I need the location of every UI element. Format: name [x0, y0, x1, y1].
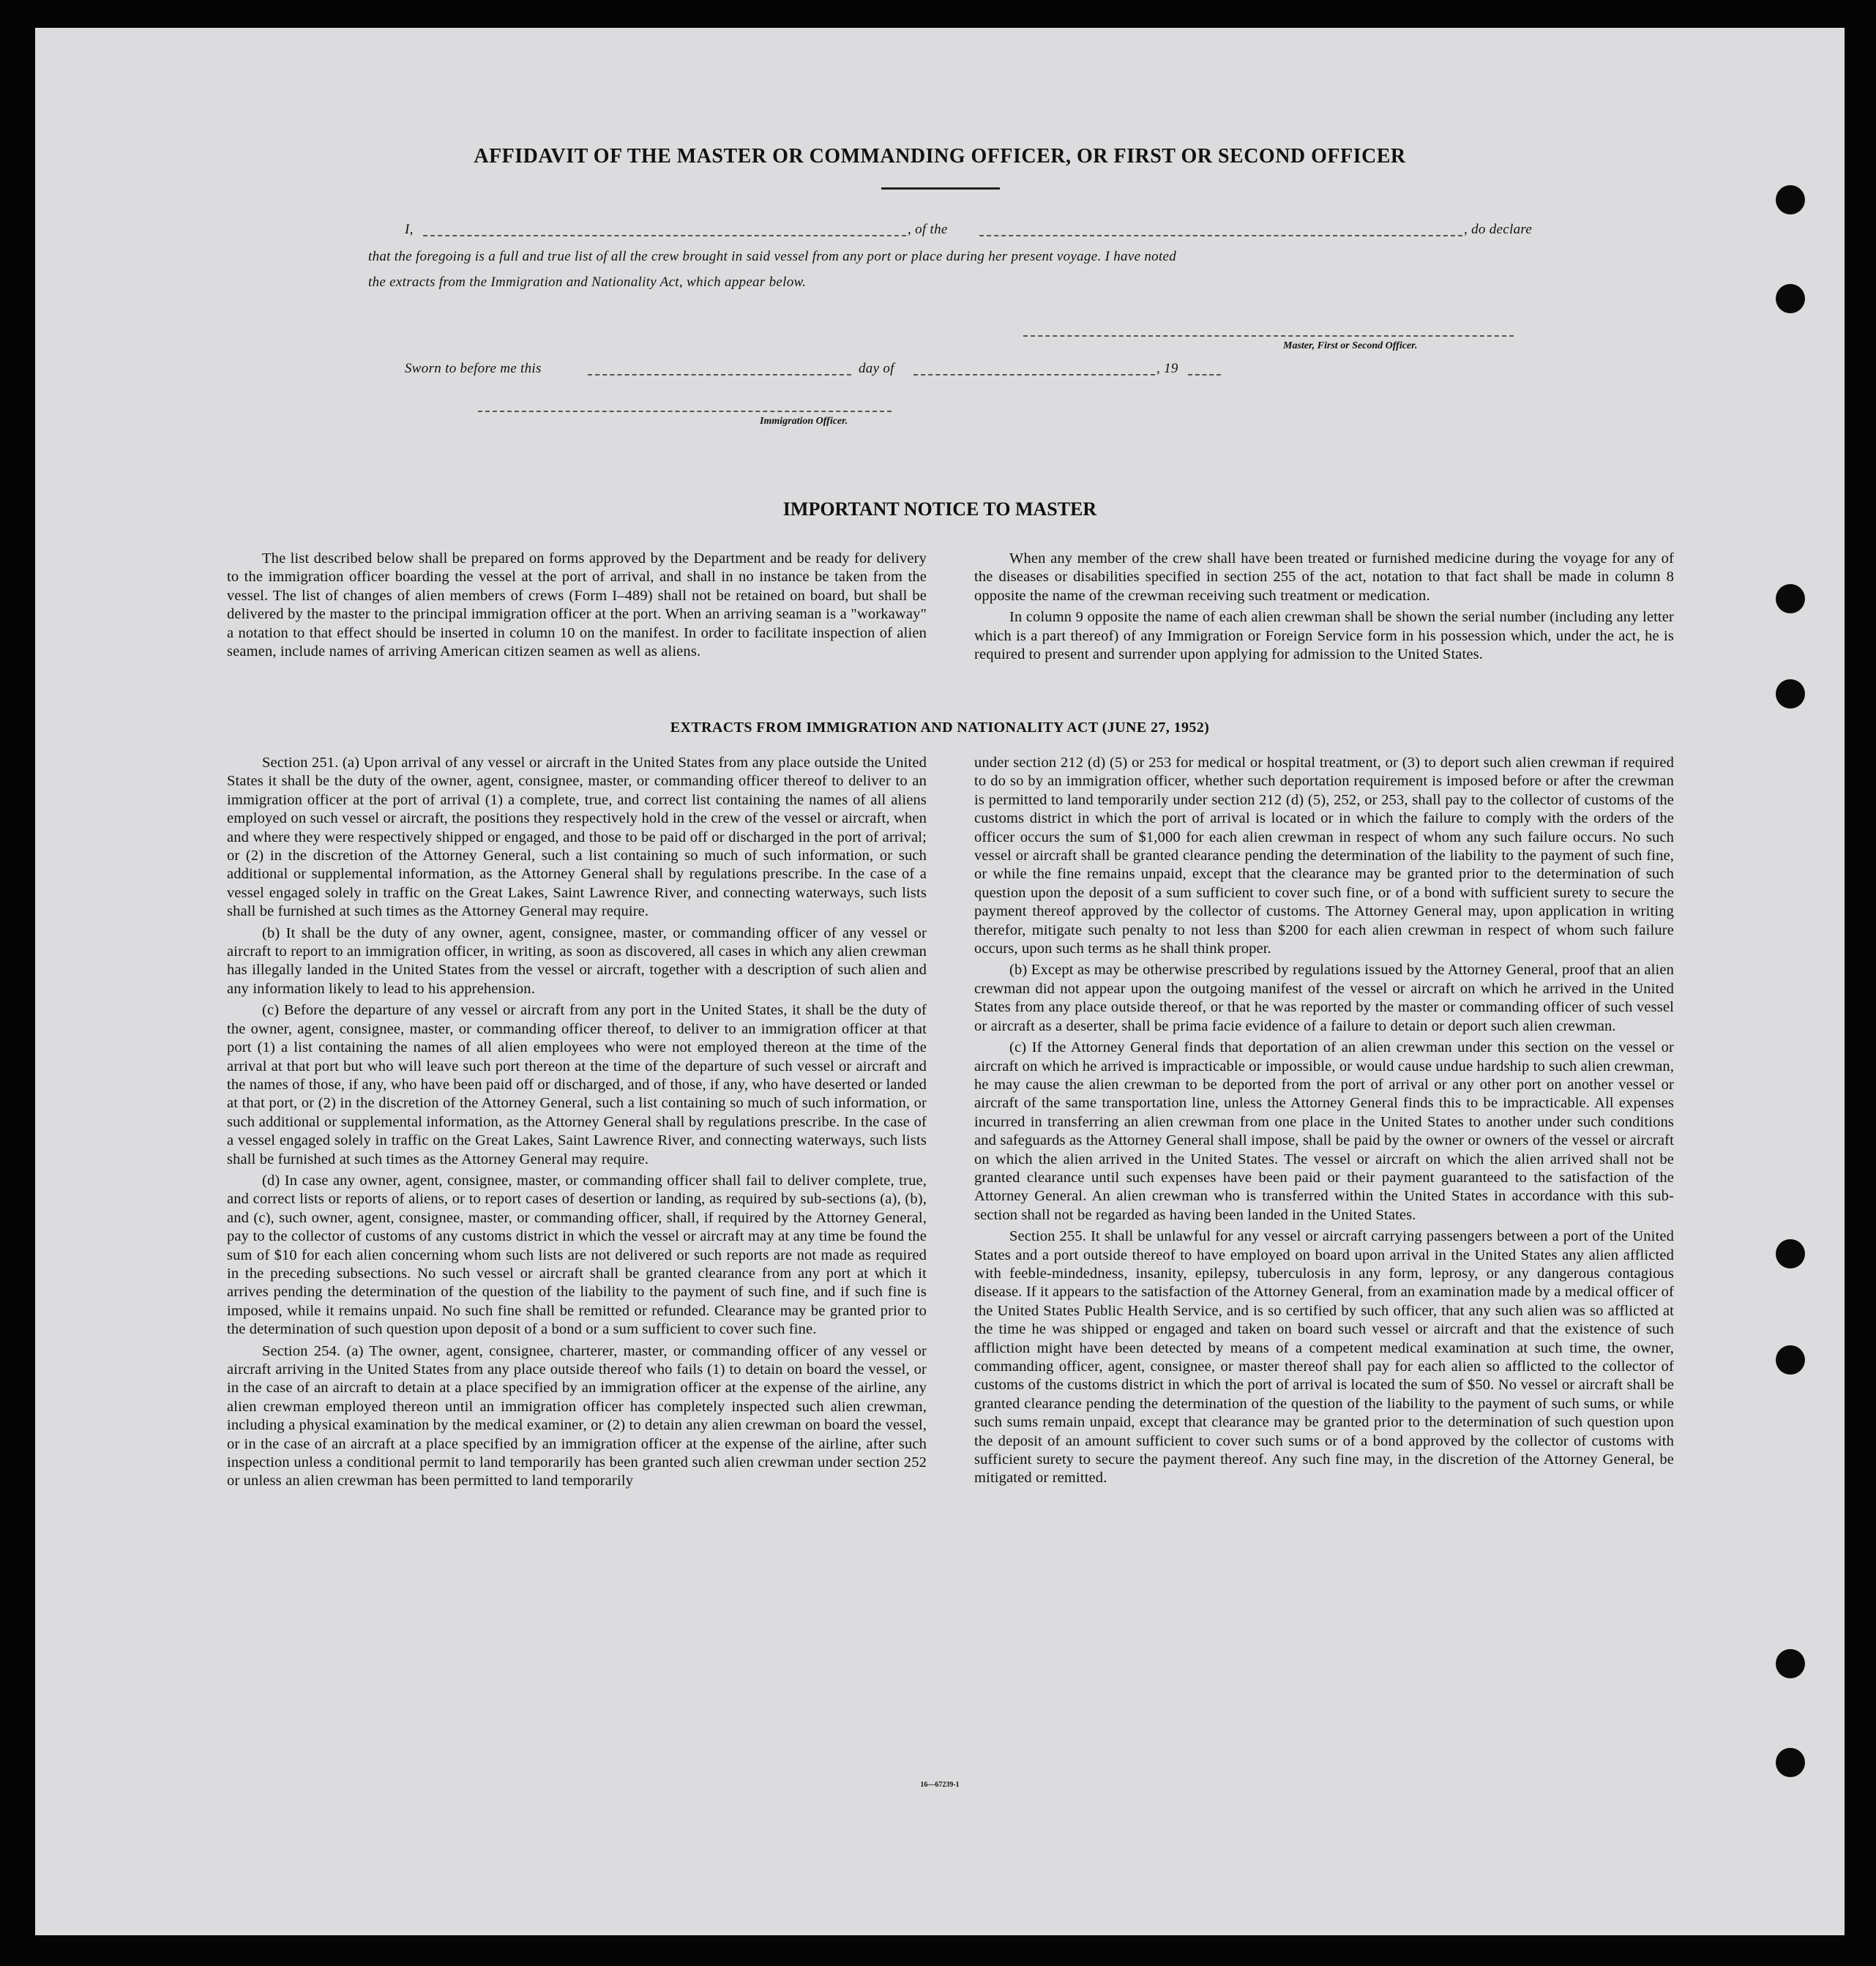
- vessel-blank-line: [979, 235, 1462, 236]
- notice-paragraph: In column 9 opposite the name of each alien crewman shall be shown the serial number (including any letter which is a part thereof) of any Immigration or Foreign Service form in his possession which, under the act, he is required to present and surrender upon applying for admission to the United States.: [974, 609, 1674, 663]
- section-paragraph: (c) If the Attorney General finds that deportation of an alien crewman under this section on the vessel or aircraft on which he arrived is impracticable or impossible, or would cause undue hardship to such alien crewman, he may cause the alien crewman to be deported from the port of arrival or any other port on another vessel or aircraft of the same transportation line, unless the Attorney General finds this to be impracticable. All expenses incurred in transferring an alien crewman from one place in the United States to another under such conditions and safeguards as the Attorney General shall impose, shall be paid by the owner or owners of the vessel or aircraft on which the alien arrived in the United States. The vessel or aircraft on which the alien arrived shall not be granted clearance until such expenses have been paid or their payment guaranteed to the satisfaction of the Attorney General. An alien crewman who is transferred within the United States in accordance with this sub-section shall not be regarded as having been landed in the United States.: [974, 1039, 1674, 1223]
- section-paragraph: Section 254. (a) The owner, agent, consignee, charterer, master, or commanding officer of any vessel or aircraft arriving in the United States from any place outside thereof who fails (1) to detain on board the vessel, or in the case of an aircraft to detain at a place specified by an immigration officer at the expense of the airline, any alien crewman employed thereon until an immigration officer has completely inspected such alien crewman, including a physical examination by the medical examiner, or (2) to detain any alien crewman on board the vessel, or in the case of an aircraft at a place specified by an immigration officer at the expense of the airline, after such inspection unless a conditional permit to land temporarily has been granted such alien crewman under section 252 or unless an alien crewman has been permitted to land temporarily: [227, 1342, 927, 1490]
- title-rule: [881, 187, 1000, 190]
- affidavit-i: I,: [405, 222, 414, 237]
- extracts-right-column: [974, 754, 1674, 1491]
- section-paragraph: (c) Before the departure of any vessel or aircraft from any port in the United States, it shall be the duty of the owner, agent, consignee, master, or commanding officer thereof, to deliver to an immigration officer at that port (1) a list containing the names of all alien employees who were not employed thereon at the time of the arrival at that port but who will leave such port thereon at the time of the departure of such vessel or aircraft and the names of those, if any, who have been paid off or discharged, and of those, if any, who have deserted or landed at that port, or (2) in the discretion of the Attorney General, such a list containing so much of such information, or such additional or supplemental information, as the Attorney General shall by regulations prescribe. In the case of a vessel engaged solely in traffic on the Great Lakes, Saint Lawrence River, and connecting waterways, such lists shall be furnished at such times as the Attorney General may require.: [227, 1002, 927, 1167]
- punch-hole: [1776, 1239, 1805, 1268]
- extracts-title: EXTRACTS FROM IMMIGRATION AND NATIONALITY ACT (JUNE 27, 1952): [670, 720, 1210, 736]
- sworn-label: Sworn to before me this: [405, 361, 542, 376]
- extracts-left-column: [227, 754, 927, 1494]
- master-caption: Master, First or Second Officer.: [1283, 340, 1418, 351]
- section-continuation: under section 212 (d) (5) or 253 for medical or hospital treatment, or (3) to deport such alien crewman if required to do so by an immigration officer, whether such deportation requirement is imposed before or after the crewman is permitted to land temporarily under section 212 (d) (5), 252, or 253, shall pay to the collector of customs of the customs district in which the port of arrival is located or in which the failure to comply with the orders of the officer occurs the sum of $1,000 for each alien crewman in respect of whom any such failure occurs. No such vessel or aircraft shall be granted clearance pending the determination of the liability to the payment of such fine, or while the fine remains unpaid, except that the clearance may be granted prior to the determination of such question upon the deposit of a sum sufficient to cover such fine, or of a bond with sufficient surety to secure the payment thereof approved by the collector of customs. The Attorney General may, upon application in writing therefor, mitigate such penalty to not less than $200 for each alien crewman in respect of whom such failure occurs, upon such terms as he shall think proper.: [974, 755, 1674, 957]
- section-paragraph: (d) In case any owner, agent, consignee, master, or commanding officer shall fail to deliver complete, true, and correct lists or reports of aliens, or to report cases of desertion or landing, as required by sub-sections (a), (b), and (c), such owner, agent, consignee, master, or commanding officer, shall, if required by the Attorney General, pay to the collector of customs of any customs district in which the vessel or aircraft may at any time be found the sum of $10 for each alien concerning whom such lists are not delivered or such reports are not made as required in the preceding subsections. No such vessel or aircraft shall be granted clearance from any port at which it arrives pending the determination of the question of the liability to the payment of such fine, and if such fine is imposed, while it remains unpaid. No such fine shall be remitted or refunded. Clearance may be granted prior to the determination of such question upon deposit of a bond or a sum sufficient to cover such fine.: [227, 1172, 927, 1338]
- punch-hole: [1776, 679, 1805, 709]
- section-paragraph: (b) It shall be the duty of any owner, agent, consignee, master, or commanding officer of any vessel or aircraft to report to an immigration officer, in writing, as soon as discovered, all cases in which any alien crewman has illegally landed in the United States from the vessel or aircraft, together with a description of such alien and any information likely to lead to his apprehension.: [227, 924, 927, 997]
- month-line: [913, 374, 1155, 375]
- punch-hole: [1776, 1345, 1805, 1375]
- master-signature-line: [1023, 335, 1514, 337]
- officer-signature-line: [478, 411, 892, 412]
- section-paragraph: (b) Except as may be otherwise prescribed by regulations issued by the Attorney General, proof that an alien crewman did not appear upon the outgoing manifest of the vessel or aircraft on which he arrived in the United States from any place outside thereof, or that he was reported by the master or commanding officer of such vessel or aircraft as a deserter, shall be prima facie evidence of a failure to detain or deport such alien crewman.: [974, 962, 1674, 1034]
- day-of-label: day of: [859, 361, 894, 376]
- affidavit-do-declare: , do declare: [1464, 222, 1533, 237]
- year-line: [1188, 374, 1221, 375]
- affidavit-line-2: that the foregoing is a full and true list of all the crew brought in said vessel from any port or place during her present voyage. I have noted: [368, 249, 1177, 264]
- punch-hole: [1776, 185, 1805, 214]
- notice-title: IMPORTANT NOTICE TO MASTER: [782, 498, 1097, 520]
- notice-paragraph: The list described below shall be prepared on forms approved by the Department and be ready for delivery to the immigration officer boarding the vessel at the port of arrival, and shall in no instance be taken from the vessel. The list of changes of alien members of crews (Form I–489) shall not be retained on board, but shall be delivered by the master to the principal immigration officer at the port. When an arriving seaman is a "workaway" a notation to that effect should be inserted in column 10 on the manifest. In order to facilitate inspection of alien seamen, include names of arriving American citizen seamen as well as aliens.: [227, 550, 927, 660]
- year-label: , 19: [1156, 361, 1178, 376]
- document-page: [35, 28, 1845, 1935]
- affidavit-line-3: the extracts from the Immigration and Nationality Act, which appear below.: [368, 274, 807, 290]
- affidavit-of-the: , of the: [908, 222, 948, 237]
- punch-hole: [1776, 284, 1805, 313]
- punch-hole: [1776, 1649, 1805, 1678]
- sworn-day-line: [588, 374, 851, 375]
- notice-left-column: [227, 550, 927, 664]
- officer-caption: Immigration Officer.: [760, 416, 848, 427]
- form-number: 16—67239-1: [920, 1781, 960, 1789]
- notice-paragraph: When any member of the crew shall have been treated or furnished medicine during the voyage for any of the diseases or disabilities specified in section 255 of the act, notation to that fact shall be made in column 8 opposite the name of the crewman receiving such treatment or medication.: [974, 550, 1674, 604]
- affidavit-title: AFFIDAVIT OF THE MASTER OR COMMANDING OFFICER, OR FIRST OR SECOND OFFICER: [474, 145, 1406, 168]
- name-blank-line: [423, 235, 906, 236]
- punch-hole: [1776, 584, 1805, 613]
- notice-right-column: [974, 550, 1674, 667]
- section-paragraph: Section 251. (a) Upon arrival of any vessel or aircraft in the United States from any place outside the United States it shall be the duty of the owner, agent, consignee, master, or commanding officer thereof to deliver to an immigration officer at the port of arrival (1) a complete, true, and correct list containing the names of all aliens employed on such vessel or aircraft, the positions they respectively hold in the crew of the vessel or aircraft, when and where they were respectively shipped or engaged, and those to be paid off or discharged in the port of arrival; or (2) in the discretion of the Attorney General, such a list containing so much of such information, or such additional or supplemental information, as the Attorney General shall by regulations prescribe. In the case of a vessel engaged solely in traffic on the Great Lakes, Saint Lawrence River, and connecting waterways, such lists shall be furnished at such times as the Attorney General may require.: [227, 755, 927, 920]
- punch-hole: [1776, 1748, 1805, 1777]
- section-paragraph: Section 255. It shall be unlawful for any vessel or aircraft carrying passengers between a port of the United States and a port outside thereof to have employed on board upon arrival in the United States any alien afflicted with feeble-mindedness, insanity, epilepsy, tuberculosis in any form, leprosy, or any dangerous contagious disease. If it appears to the satisfaction of the Attorney General, from an examination made by a medical officer of the United States Public Health Service, and is so certified by such officer, that any such alien was so afflicted at the time he was shipped or engaged and taken on board such vessel or aircraft and that the existence of such affliction might have been detected by means of a competent medical examination at such time, the owner, commanding officer, agent, consignee, or master thereof shall pay for each alien so afflicted to the collector of customs of the customs district in which the port of arrival is located the sum of $50. No vessel or aircraft shall be granted clearance pending the determination of the question of the liability to the payment of such sums, or while such sums remain unpaid, except that clearance may be granted prior to the determination of such question upon the deposit of an amount sufficient to cover such sums or of a bond approved by the collector of customs with sufficient surety to secure the payment thereof. Any such fine may, in the discretion of the Attorney General, be mitigated or remitted.: [974, 1228, 1674, 1487]
